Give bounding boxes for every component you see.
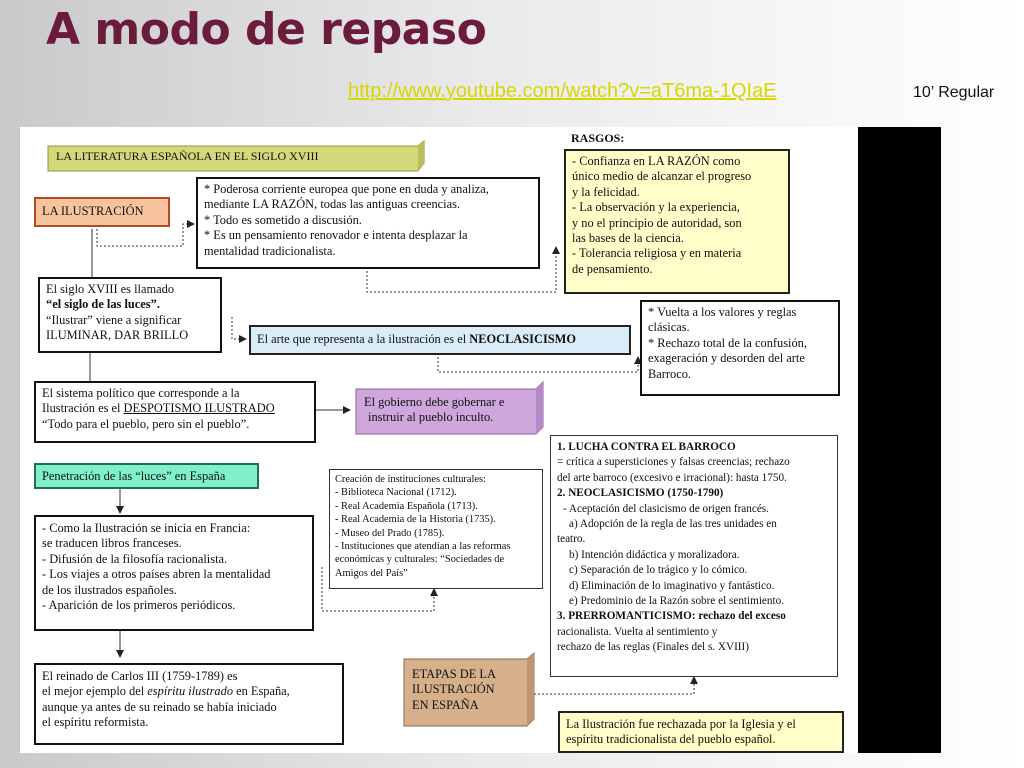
etapas-box: 1. LUCHA CONTRA EL BARROCO = crítica a supersticiones y falsas creencias; rechazo del arte barroco (excesivo e irracional): hasta 1750. 2. NEOCLASICISMO (1750-1790) - Aceptación del clasicismo de origen francés. a) Adopción de la regla de las tres unidades en teatro. b) Intención didáctica y moralizadora. c) Separación de lo trágico y lo cómico. d) Eliminación de lo imaginativo y fantástico. e) Predominio de la Razón sobre el sentimiento. 3. PRERROMANTICISMO: rechazo del exceso racionalista. Vuelta al sentimiento y rechazo de las reglas (Finales del s. XVIII) [550,435,838,677]
despotismo-box: El sistema político que corresponde a la Ilustración es el DESPOTISMO ILUSTRADO “Todo para el pueblo, pero sin el pueblo”. [34,381,316,443]
literatura-banner: LA LITERATURA ESPAÑOLA EN EL SIGLO XVIII [56,149,319,163]
concept-map [20,127,858,753]
neoclasicismo-box: El arte que representa a la ilustración es el NEOCLASICISMO [249,325,631,355]
rasgos-label: RASGOS: [571,131,625,145]
penetracion-box: Penetración de las “luces” en España [34,463,259,489]
gobierno-box: El gobierno debe gobernar e instruir al pueblo inculto. [364,395,505,425]
youtube-link[interactable]: http://www.youtube.com/watch?v=aT6ma-1QIaE [348,80,777,102]
duration-note: 10’ Regular [913,84,995,101]
page-title: A modo de repaso [46,4,487,55]
ilustracion-box: LA ILUSTRACIÓN [34,197,170,227]
penetracion-items-box: - Como la Ilustración se inicia en Francia: se traducen libros franceses. - Difusión de la filosofía racionalista. - Los viajes a otros países abren la mentalidad de los ilustrados españoles. - Aparición de los primeros periódicos. [34,515,314,631]
instituciones-box: Creación de instituciones culturales: - Biblioteca Nacional (1712). - Real Academia Española (1713). - Real Academia de la Historia (1735). - Museo del Prado (1785). - Instituciones que atendían a las reformas económicas y culturales: “Sociedades de Amigos del País” [329,469,543,589]
black-bar [858,127,941,753]
etapas-label-box: ETAPAS DE LA ILUSTRACIÓN EN ESPAÑA [412,667,496,712]
carlos-iii-box: El reinado de Carlos III (1759-1789) es el mejor ejemplo del espíritu ilustrado en España, aunque ya antes de su reinado se había iniciado el espíritu reformista. [34,663,344,745]
neoclasicismo-rasgos-box: * Vuelta a los valores y reglas clásicas. * Rechazo total de la confusión, exageración y desorden del arte Barroco. [640,300,840,396]
ilustracion-description: * Poderosa corriente europea que pone en duda y analiza, mediante LA RAZÓN, todas las antiguas creencias. * Todo es sometido a discusión. * Es un pensamiento renovador e intenta desplazar la mentalidad tradicionalista. [196,177,540,269]
siglo-luces-box: El siglo XVIII es llamado “el siglo de las luces”. “Ilustrar” viene a significar ILUMINAR, DAR BRILLO [38,277,222,353]
rechazo-box: La Ilustración fue rechazada por la Iglesia y el espíritu tradicionalista del pueblo español. [558,711,844,753]
rasgos-box: - Confianza en LA RAZÓN como único medio de alcanzar el progreso y la felicidad. - La observación y la experiencia, y no el principio de autoridad, son las bases de la ciencia. - Tolerancia religiosa y en materia de pensamiento. [564,149,790,294]
